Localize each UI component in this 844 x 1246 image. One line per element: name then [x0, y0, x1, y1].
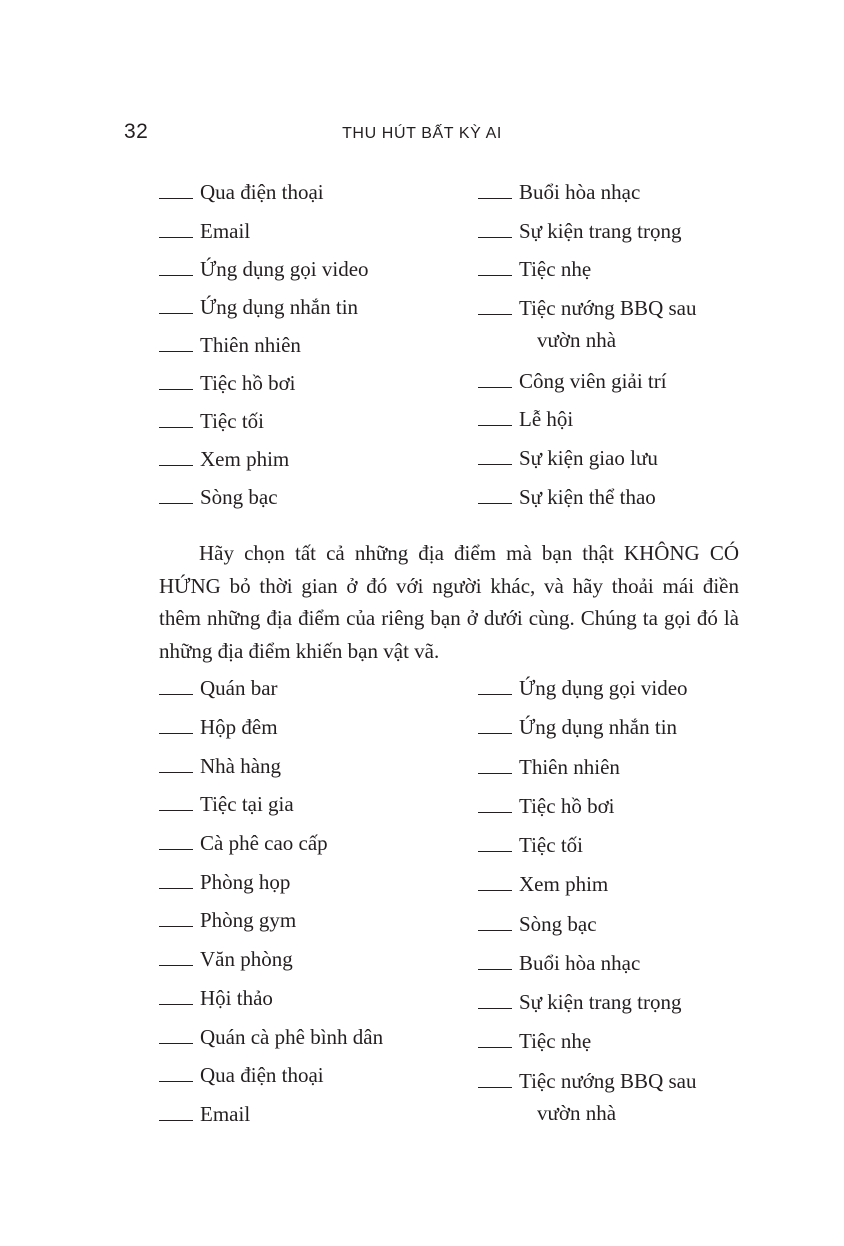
fill-blank[interactable]	[478, 464, 512, 465]
list-item: Tiệc tối	[159, 405, 264, 437]
fill-blank[interactable]	[159, 503, 193, 504]
list-item: Sự kiện trang trọng	[478, 986, 681, 1018]
fill-blank[interactable]	[478, 851, 512, 852]
fill-blank[interactable]	[159, 694, 193, 695]
fill-blank[interactable]	[478, 198, 512, 199]
fill-blank[interactable]	[159, 198, 193, 199]
list-item: Email	[159, 1098, 250, 1130]
fill-blank[interactable]	[478, 503, 512, 504]
list-item: Tiệc nhẹ	[478, 1025, 591, 1057]
fill-blank[interactable]	[159, 1081, 193, 1082]
fill-blank[interactable]	[478, 890, 512, 891]
fill-blank[interactable]	[159, 1043, 193, 1044]
list-item: Thiên nhiên	[478, 751, 620, 783]
fill-blank[interactable]	[478, 969, 512, 970]
fill-blank[interactable]	[159, 965, 193, 966]
list-item: Quán cà phê bình dân	[159, 1021, 383, 1053]
fill-blank[interactable]	[159, 810, 193, 811]
fill-blank[interactable]	[159, 772, 193, 773]
fill-blank[interactable]	[159, 427, 193, 428]
instruction-paragraph: Hãy chọn tất cả những địa điểm mà bạn thật KHÔNG CÓ HỨNG bỏ thời gian ở đó với người khác, và hãy thoải mái điền thêm những địa điểm của riêng bạn ở dưới cùng. Chúng ta gọi đó là những địa điểm khiến bạn vật vã.	[159, 541, 739, 663]
list-item: Xem phim	[478, 868, 608, 900]
list-item: Sự kiện thể thao	[478, 481, 656, 513]
list-item: Ứng dụng gọi video	[159, 253, 369, 285]
list-item: Văn phòng	[159, 943, 293, 975]
list-item: Tiệc hồ bơi	[159, 367, 296, 399]
fill-blank[interactable]	[478, 314, 512, 315]
fill-blank[interactable]	[159, 313, 193, 314]
list-item: Ứng dụng nhắn tin	[478, 711, 677, 743]
list-item: Phòng họp	[159, 866, 290, 898]
fill-blank[interactable]	[159, 1004, 193, 1005]
fill-blank[interactable]	[478, 694, 512, 695]
list-item: Xem phim	[159, 443, 289, 475]
fill-blank[interactable]	[478, 237, 512, 238]
fill-blank[interactable]	[159, 275, 193, 276]
list-item: Quán bar	[159, 672, 278, 704]
fill-blank[interactable]	[478, 773, 512, 774]
list-item: Tiệc nhẹ	[478, 253, 591, 285]
fill-blank[interactable]	[159, 389, 193, 390]
list-item: Ứng dụng nhắn tin	[159, 291, 358, 323]
list-item: Cà phê cao cấp	[159, 827, 328, 859]
fill-blank[interactable]	[478, 387, 512, 388]
list-item: Sòng bạc	[478, 908, 597, 940]
list-item: Hội thảo	[159, 982, 273, 1014]
fill-blank[interactable]	[478, 425, 512, 426]
fill-blank[interactable]	[478, 930, 512, 931]
list-item: Phòng gym	[159, 904, 296, 936]
page-number: 32	[124, 120, 149, 143]
list-item: Sòng bạc	[159, 481, 278, 513]
fill-blank[interactable]	[159, 733, 193, 734]
fill-blank[interactable]	[159, 1120, 193, 1121]
list-item: Thiên nhiên	[159, 329, 301, 361]
fill-blank[interactable]	[478, 275, 512, 276]
list-item: Ứng dụng gọi video	[478, 672, 688, 704]
list-item: Buổi hòa nhạc	[478, 947, 640, 979]
list-item: Qua điện thoại	[159, 176, 324, 208]
fill-blank[interactable]	[478, 1087, 512, 1088]
fill-blank[interactable]	[478, 1047, 512, 1048]
running-header: THU HÚT BẤT KỲ AI	[342, 125, 502, 142]
list-item-continuation: vườn nhà	[537, 328, 617, 352]
list-item: Sự kiện trang trọng	[478, 215, 681, 247]
list-item: Tiệc tại gia	[159, 788, 294, 820]
list-item: Qua điện thoại	[159, 1059, 324, 1091]
list-item: Sự kiện giao lưu	[478, 442, 658, 474]
fill-blank[interactable]	[159, 465, 193, 466]
fill-blank[interactable]	[159, 351, 193, 352]
list-item: Buổi hòa nhạc	[478, 176, 640, 208]
list-item: Hộp đêm	[159, 711, 278, 743]
fill-blank[interactable]	[478, 812, 512, 813]
list-item: Tiệc nướng BBQ sau vườn nhà	[478, 292, 696, 356]
fill-blank[interactable]	[159, 888, 193, 889]
list-item: Email	[159, 215, 250, 247]
list-item: Công viên giải trí	[478, 365, 667, 397]
list-item: Tiệc tối	[478, 829, 583, 861]
list-item: Lễ hội	[478, 403, 573, 435]
fill-blank[interactable]	[159, 849, 193, 850]
fill-blank[interactable]	[159, 237, 193, 238]
list-item-continuation: vườn nhà	[537, 1101, 617, 1125]
list-item: Tiệc hồ bơi	[478, 790, 615, 822]
fill-blank[interactable]	[478, 1008, 512, 1009]
fill-blank[interactable]	[478, 733, 512, 734]
list-item: Tiệc nướng BBQ sau vườn nhà	[478, 1065, 696, 1129]
fill-blank[interactable]	[159, 926, 193, 927]
list-item: Nhà hàng	[159, 750, 281, 782]
